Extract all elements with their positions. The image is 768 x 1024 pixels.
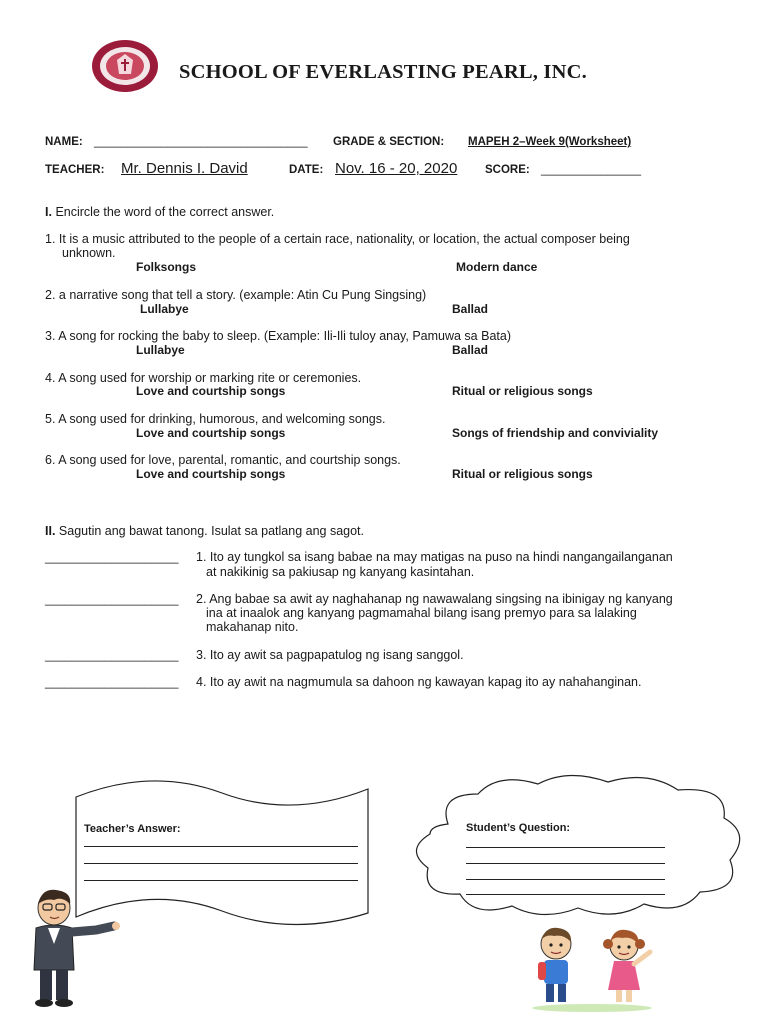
student-question-line-4[interactable]: [466, 894, 665, 895]
grade-label: GRADE & SECTION:: [333, 136, 445, 148]
p2-q3-blank[interactable]: ____________________: [45, 648, 179, 662]
p2-question-4: 4. Ito ay awit na nagmumula sa dahoon ng kawayan kapag ito ay nahahanginan.: [196, 675, 642, 689]
question-5: 5. A song used for drinking, humorous, and welcoming songs.: [45, 412, 386, 426]
q2-option-a[interactable]: Lullabye: [140, 302, 189, 316]
part2-instruction: [45, 524, 364, 538]
p2-question-1: 1. Ito ay tungkol sa isang babae na may matigas na puso na hindi nangangailanganan: [196, 550, 673, 564]
part2-numeral: II.: [45, 524, 56, 538]
q5-option-b[interactable]: Songs of friendship and conviviality: [452, 426, 659, 440]
score-label: SCORE:: [485, 164, 530, 176]
p2-question-2-cont: ina at inaalok ang kanyang pagmamahal bilang isang premyo para sa lalaking: [206, 606, 637, 620]
q3-option-a[interactable]: Lullabye: [136, 343, 185, 357]
q6-option-a[interactable]: Love and courtship songs: [136, 467, 286, 481]
p2-q1-blank[interactable]: ____________________: [45, 550, 179, 564]
school-name: SCHOOL OF EVERLASTING PEARL, INC.: [179, 61, 587, 83]
q4-option-a[interactable]: Love and courtship songs: [136, 384, 286, 398]
part1-instruction-text: Encircle the word of the correct answer.: [55, 205, 275, 219]
part2-instruction-text: Sagutin ang bawat tanong. Isulat sa patlang ang sagot.: [58, 524, 364, 538]
q5-option-a[interactable]: Love and courtship songs: [136, 426, 286, 440]
students-cartoon: [524, 924, 660, 1012]
date-value: Nov. 16 - 20, 2020: [335, 160, 458, 177]
q2-option-b[interactable]: Ballad: [452, 302, 489, 316]
student-question-line-3[interactable]: [466, 879, 665, 880]
q1-option-a[interactable]: Folksongs: [136, 260, 197, 274]
teacher-answer-label: Teacher’s Answer:: [84, 823, 181, 835]
teacher-label: TEACHER:: [45, 164, 105, 176]
teacher-answer-line-2[interactable]: [84, 863, 358, 864]
date-label: DATE:: [289, 164, 324, 176]
question-1-cont: unknown.: [62, 246, 116, 260]
name-blank[interactable]: ________________________________: [94, 134, 308, 148]
p2-question-3: 3. Ito ay awit sa pagpapatulog ng isang sanggol.: [196, 648, 464, 662]
student-question-label: Student’s Question:: [466, 822, 571, 834]
question-1: 1. It is a music attributed to the people of a certain race, nationality, or location, the actual composer being: [45, 232, 630, 246]
score-blank[interactable]: _______________: [541, 162, 642, 176]
q6-option-b[interactable]: Ritual or religious songs: [452, 467, 593, 481]
student-question-line-2[interactable]: [466, 863, 665, 864]
grade-value: MAPEH 2–Week 9(Worksheet): [468, 136, 632, 148]
student-question-cloud: [408, 772, 752, 920]
q3-option-b[interactable]: Ballad: [452, 343, 489, 357]
question-2: 2. a narrative song that tell a story. (example: Atin Cu Pung Singsing): [45, 288, 427, 302]
teacher-answer-line-1[interactable]: [84, 846, 358, 847]
teacher-cartoon: [26, 888, 122, 1010]
q4-option-b[interactable]: Ritual or religious songs: [452, 384, 593, 398]
question-4: 4. A song used for worship or marking rite or ceremonies.: [45, 371, 362, 385]
part1-numeral: I.: [45, 205, 52, 219]
teacher-value: Mr. Dennis I. David: [121, 160, 248, 177]
student-question-line-1[interactable]: [466, 847, 665, 848]
q1-option-b[interactable]: Modern dance: [456, 260, 538, 274]
p2-question-2: 2. Ang babae sa awit ay naghahanap ng nawawalang singsing na ibinigay ng kanyang: [196, 592, 673, 606]
name-label: NAME:: [45, 136, 83, 148]
p2-question-1-cont: at nakikinig sa pakiusap ng kanyang kasintahan.: [206, 565, 475, 579]
school-logo: [91, 38, 159, 94]
p2-q4-blank[interactable]: ____________________: [45, 675, 179, 689]
question-6: 6. A song used for love, parental, romantic, and courtship songs.: [45, 453, 401, 467]
teacher-answer-line-3[interactable]: [84, 880, 358, 881]
question-3: 3. A song for rocking the baby to sleep. (Example: Ili-Ili tuloy anay, Pamuwa sa Bata): [45, 329, 511, 343]
part1-instruction: [45, 205, 274, 219]
p2-question-2-cont2: makahanap nito.: [206, 620, 299, 634]
p2-q2-blank[interactable]: ____________________: [45, 592, 179, 606]
